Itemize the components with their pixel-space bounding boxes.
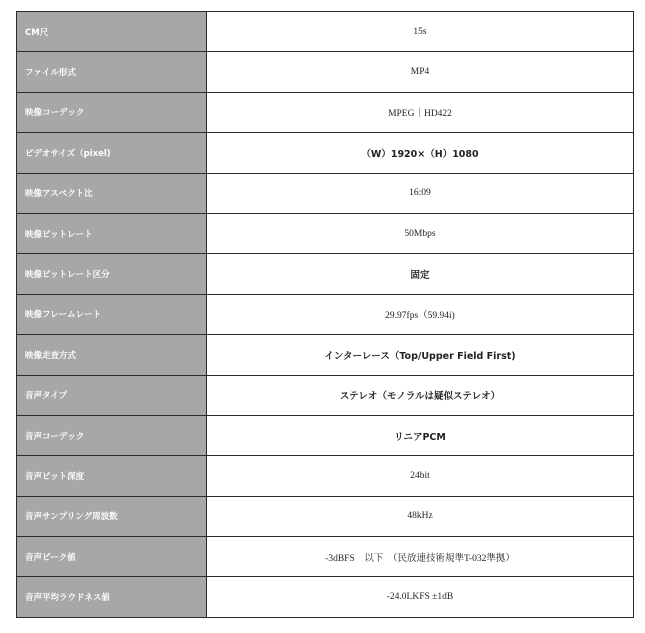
spec-table-body [17, 12, 634, 618]
spec-label: 映像ビットレート区分 [17, 254, 207, 294]
spec-label: 音声ピーク値 [17, 537, 207, 577]
spec-label: 音声平均ラウドネス値 [17, 577, 207, 617]
spec-value: 固定 [207, 254, 634, 294]
spec-label: 映像コーデック [17, 92, 207, 132]
spec-row [17, 335, 634, 375]
spec-row [17, 213, 634, 253]
spec-row [17, 254, 634, 294]
spec-row [17, 12, 634, 52]
spec-row [17, 537, 634, 577]
spec-value: 15s [207, 12, 634, 52]
spec-label: 映像アスペクト比 [17, 173, 207, 213]
spec-row [17, 52, 634, 92]
spec-value: 48kHz [207, 496, 634, 536]
spec-label: 音声タイプ [17, 375, 207, 415]
spec-value: インターレース（Top/Upper Field First) [207, 335, 634, 375]
spec-row [17, 173, 634, 213]
spec-label: 音声コーデック [17, 415, 207, 455]
spec-row [17, 496, 634, 536]
spec-label: CM尺 [17, 12, 207, 52]
spec-label: ビデオサイズ（pixel) [17, 133, 207, 173]
spec-value: 24bit [207, 456, 634, 496]
spec-row [17, 415, 634, 455]
spec-row [17, 375, 634, 415]
spec-row [17, 92, 634, 132]
spec-value: MPEG｜HD422 [207, 92, 634, 132]
spec-value: 16:09 [207, 173, 634, 213]
spec-label: 音声ビット深度 [17, 456, 207, 496]
spec-value: 50Mbps [207, 213, 634, 253]
spec-value: 29.97fps（59.94i) [207, 294, 634, 334]
spec-label: ファイル形式 [17, 52, 207, 92]
spec-row [17, 456, 634, 496]
spec-value: -24.0LKFS ±1dB [207, 577, 634, 617]
spec-label: 映像ビットレート [17, 213, 207, 253]
spec-value: -3dBFS 以下 （民放連技術規準T-032準拠） [207, 537, 634, 577]
spec-value: ステレオ（モノラルは疑似ステレオ） [207, 375, 634, 415]
spec-row [17, 133, 634, 173]
spec-label: 映像フレームレート [17, 294, 207, 334]
spec-value: （W）1920×（H）1080 [207, 133, 634, 173]
spec-row [17, 577, 634, 617]
spec-label: 音声サンプリング周波数 [17, 496, 207, 536]
spec-label: 映像走査方式 [17, 335, 207, 375]
spec-row [17, 294, 634, 334]
spec-value: MP4 [207, 52, 634, 92]
spec-table [16, 11, 634, 618]
spec-value: リニアPCM [207, 415, 634, 455]
